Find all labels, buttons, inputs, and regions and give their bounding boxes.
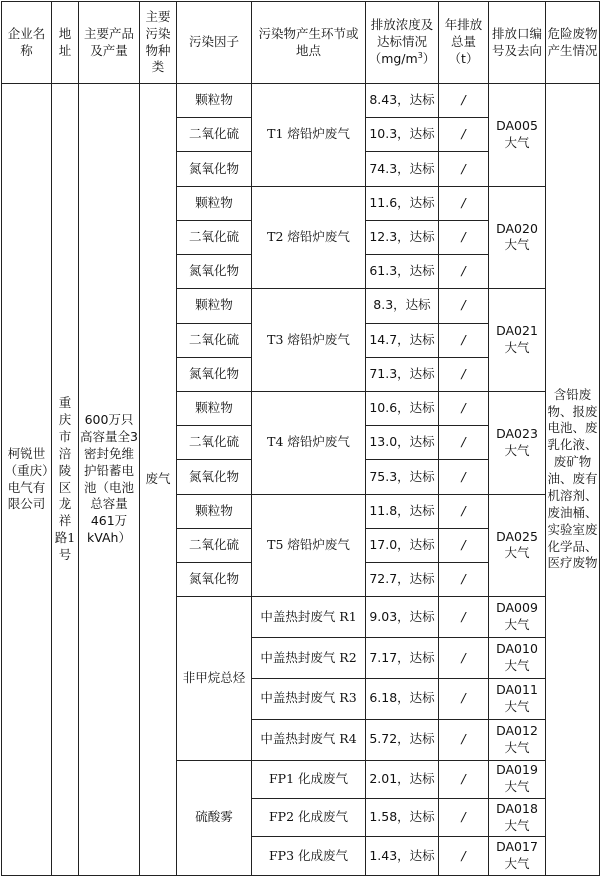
outlet-cell bbox=[489, 678, 546, 719]
outlet-destination: 大气 bbox=[504, 617, 530, 633]
annual-total-cell: / bbox=[439, 152, 489, 186]
table-body bbox=[2, 84, 600, 876]
outlet-destination: 大气 bbox=[504, 698, 530, 714]
header-annual-total: 年排放总量（t） bbox=[439, 2, 489, 84]
concentration-cell: 75.3，达标 bbox=[366, 460, 439, 494]
concentration-cell: 8.43，达标 bbox=[366, 84, 439, 118]
outlet-id: DA021 bbox=[496, 323, 538, 339]
hazardous-waste-cell: 含铅废物、报废电池、废乳化液、废矿物油、废有机溶剂、废油桶、实验室废化学品、医疗废物 bbox=[546, 84, 600, 876]
company-cell: 柯锐世（重庆）电气有限公司 bbox=[2, 84, 52, 876]
factor-cell: 二氧化硫 bbox=[177, 220, 252, 254]
source-cell: FP3 化成废气 bbox=[252, 837, 366, 876]
table-row bbox=[2, 84, 600, 118]
factor-cell: 颗粒物 bbox=[177, 289, 252, 323]
annual-total-cell: / bbox=[439, 426, 489, 460]
concentration-cell: 72.7，达标 bbox=[366, 563, 439, 597]
factor-cell: 颗粒物 bbox=[177, 391, 252, 425]
outlet-cell bbox=[489, 391, 546, 494]
outlet-id: DA023 bbox=[496, 425, 538, 441]
annual-total-cell: / bbox=[439, 289, 489, 323]
header-company: 企业名称 bbox=[2, 2, 52, 84]
annual-total-cell: / bbox=[439, 597, 489, 638]
source-cell: T1 熔铅炉废气 bbox=[252, 84, 366, 187]
concentration-cell: 5.72，达标 bbox=[366, 719, 439, 760]
concentration-cell: 2.01，达标 bbox=[366, 760, 439, 798]
concentration-cell: 11.6，达标 bbox=[366, 186, 439, 220]
annual-total-cell: / bbox=[439, 118, 489, 152]
annual-total-cell: / bbox=[439, 563, 489, 597]
annual-total-cell: / bbox=[439, 84, 489, 118]
annual-total-cell: / bbox=[439, 760, 489, 798]
outlet-cell bbox=[489, 760, 546, 798]
outlet-cell bbox=[489, 837, 546, 876]
outlet-destination: 大气 bbox=[504, 545, 530, 561]
header-row bbox=[2, 2, 600, 84]
outlet-destination: 大气 bbox=[504, 658, 530, 674]
annual-total-cell: / bbox=[439, 323, 489, 357]
factor-cell: 颗粒物 bbox=[177, 186, 252, 220]
annual-total-cell: / bbox=[439, 220, 489, 254]
outlet-destination: 大气 bbox=[504, 134, 530, 150]
factor-cell: 非甲烷总烃 bbox=[177, 597, 252, 760]
concentration-cell: 1.43，达标 bbox=[366, 837, 439, 876]
outlet-destination: 大气 bbox=[504, 856, 530, 872]
concentration-cell: 61.3，达标 bbox=[366, 255, 439, 289]
concentration-cell: 13.0，达标 bbox=[366, 426, 439, 460]
header-address: 地址 bbox=[52, 2, 79, 84]
concentration-cell: 74.3，达标 bbox=[366, 152, 439, 186]
factor-cell: 氮氧化物 bbox=[177, 563, 252, 597]
concentration-cell: 6.18，达标 bbox=[366, 678, 439, 719]
factor-cell: 二氧化硫 bbox=[177, 118, 252, 152]
concentration-cell: 14.7，达标 bbox=[366, 323, 439, 357]
outlet-cell bbox=[489, 638, 546, 679]
outlet-destination: 大气 bbox=[504, 779, 530, 795]
concentration-cell: 11.8，达标 bbox=[366, 494, 439, 528]
source-cell: T3 熔铅炉废气 bbox=[252, 289, 366, 392]
address-cell: 重庆市涪陵区龙祥路1号 bbox=[52, 84, 79, 876]
emission-table bbox=[1, 1, 600, 876]
factor-cell: 氮氧化物 bbox=[177, 460, 252, 494]
factor-cell: 氮氧化物 bbox=[177, 255, 252, 289]
outlet-destination: 大气 bbox=[504, 237, 530, 253]
header-concentration bbox=[366, 2, 439, 84]
outlet-destination: 大气 bbox=[504, 442, 530, 458]
source-cell: FP1 化成废气 bbox=[252, 760, 366, 798]
source-cell: 中盖热封废气 R2 bbox=[252, 638, 366, 679]
outlet-id: DA018 bbox=[496, 800, 538, 816]
source-cell: 中盖热封废气 R1 bbox=[252, 597, 366, 638]
outlet-cell bbox=[489, 719, 546, 760]
header-pollutant-type: 主要污染物种类 bbox=[140, 2, 177, 84]
annual-total-cell: / bbox=[439, 799, 489, 837]
outlet-destination: 大气 bbox=[504, 817, 530, 833]
outlet-destination: 大气 bbox=[504, 739, 530, 755]
outlet-destination: 大气 bbox=[504, 340, 530, 356]
concentration-cell: 1.58，达标 bbox=[366, 799, 439, 837]
source-cell: T2 熔铅炉废气 bbox=[252, 186, 366, 289]
outlet-id: DA017 bbox=[496, 839, 538, 855]
pollutant-type-cell: 废气 bbox=[140, 84, 177, 876]
source-cell: T4 熔铅炉废气 bbox=[252, 391, 366, 494]
factor-cell: 颗粒物 bbox=[177, 494, 252, 528]
factor-cell: 硫酸雾 bbox=[177, 760, 252, 875]
outlet-cell bbox=[489, 84, 546, 187]
annual-total-cell: / bbox=[439, 255, 489, 289]
concentration-cell: 10.6，达标 bbox=[366, 391, 439, 425]
outlet-id: DA019 bbox=[496, 762, 538, 778]
header-concentration-unit: $(mg/m^3)$ bbox=[368, 50, 436, 67]
annual-total-cell: / bbox=[439, 460, 489, 494]
outlet-id: DA012 bbox=[496, 722, 538, 738]
annual-total-cell: / bbox=[439, 357, 489, 391]
concentration-cell: 17.0，达标 bbox=[366, 528, 439, 562]
factor-cell: 氮氧化物 bbox=[177, 152, 252, 186]
concentration-cell: 7.17，达标 bbox=[366, 638, 439, 679]
outlet-id: DA020 bbox=[496, 220, 538, 236]
annual-total-cell: / bbox=[439, 494, 489, 528]
annual-total-cell: / bbox=[439, 719, 489, 760]
factor-cell: 氮氧化物 bbox=[177, 357, 252, 391]
outlet-id: DA005 bbox=[496, 117, 538, 133]
concentration-cell: 10.3，达标 bbox=[366, 118, 439, 152]
factor-cell: 二氧化硫 bbox=[177, 426, 252, 460]
header-source: 污染物产生环节或地点 bbox=[252, 2, 366, 84]
outlet-id: DA010 bbox=[496, 641, 538, 657]
factor-cell: 颗粒物 bbox=[177, 84, 252, 118]
annual-total-cell: / bbox=[439, 528, 489, 562]
header-concentration-label: 排放浓度及达标情况 bbox=[370, 17, 434, 49]
concentration-cell: 71.3，达标 bbox=[366, 357, 439, 391]
annual-total-cell: / bbox=[439, 638, 489, 679]
concentration-cell: 12.3，达标 bbox=[366, 220, 439, 254]
source-cell: 中盖热封废气 R3 bbox=[252, 678, 366, 719]
products-cell: 600万只高容量全3密封免维护铅蓄电池（电池总容量461万kVAh） bbox=[79, 84, 140, 876]
annual-total-cell: / bbox=[439, 186, 489, 220]
source-cell: T5 熔铅炉废气 bbox=[252, 494, 366, 597]
outlet-id: DA011 bbox=[496, 682, 538, 698]
outlet-cell bbox=[489, 494, 546, 597]
outlet-cell bbox=[489, 289, 546, 392]
outlet-cell bbox=[489, 597, 546, 638]
source-cell: FP2 化成废气 bbox=[252, 799, 366, 837]
outlet-id: DA009 bbox=[496, 600, 538, 616]
outlet-id: DA025 bbox=[496, 528, 538, 544]
header-products: 主要产品及产量 bbox=[79, 2, 140, 84]
annual-total-cell: / bbox=[439, 837, 489, 876]
concentration-cell: 8.3，达标 bbox=[366, 289, 439, 323]
header-outlet: 排放口编号及去向 bbox=[489, 2, 546, 84]
factor-cell: 二氧化硫 bbox=[177, 323, 252, 357]
source-cell: 中盖热封废气 R4 bbox=[252, 719, 366, 760]
outlet-cell bbox=[489, 186, 546, 289]
outlet-cell bbox=[489, 799, 546, 837]
factor-cell: 二氧化硫 bbox=[177, 528, 252, 562]
header-factor: 污染因子 bbox=[177, 2, 252, 84]
annual-total-cell: / bbox=[439, 678, 489, 719]
annual-total-cell: / bbox=[439, 391, 489, 425]
concentration-cell: 9.03，达标 bbox=[366, 597, 439, 638]
header-hazardous-waste: 危险废物产生情况 bbox=[546, 2, 600, 84]
